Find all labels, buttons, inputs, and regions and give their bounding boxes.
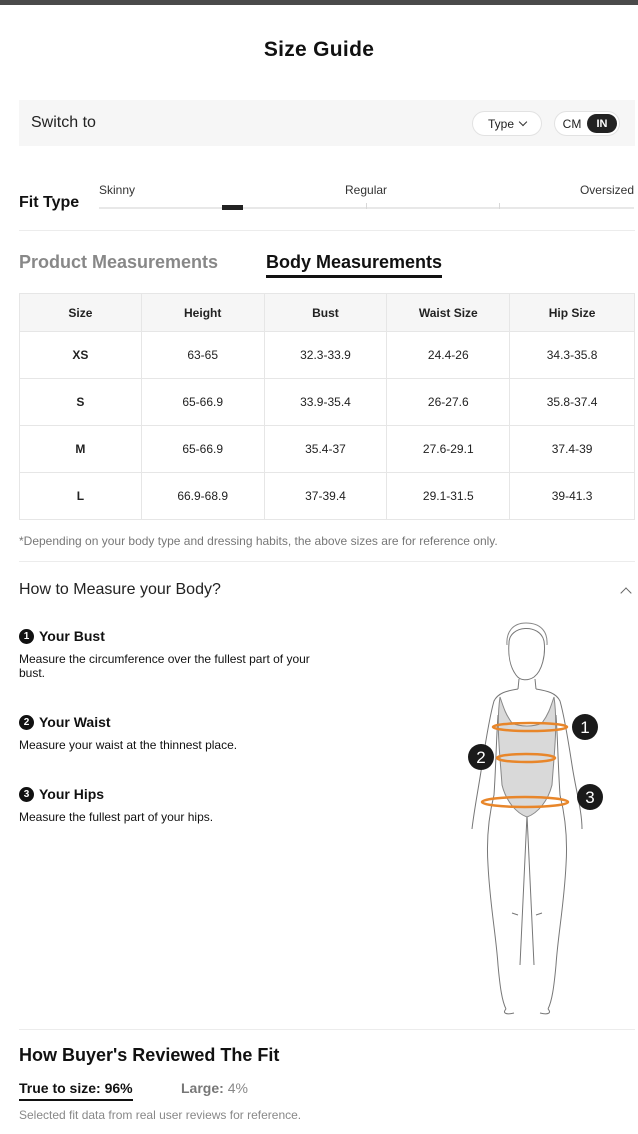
type-dropdown[interactable] [472, 111, 542, 136]
true-to-size-label: True to size: [19, 1080, 101, 1096]
table-cell: S [20, 379, 142, 426]
fit-scale-skinny: Skinny [99, 183, 136, 197]
active-tab-underline [266, 275, 442, 278]
table-cell: 33.9-35.4 [264, 379, 387, 426]
step-bust [19, 628, 339, 680]
column-header-height: Height [141, 294, 264, 332]
divider [19, 1029, 635, 1030]
table-cell: 27.6-29.1 [387, 426, 510, 473]
step-title: Your Hips [39, 786, 105, 802]
step-number-badge: 3 [19, 787, 34, 802]
table-row [20, 473, 635, 520]
table-cell: 37-39.4 [264, 473, 387, 520]
marker-bust [572, 714, 598, 740]
table-cell: 32.3-33.9 [264, 332, 387, 379]
step-title: Your Waist [39, 714, 111, 730]
table-cell: 65-66.9 [141, 379, 264, 426]
true-to-size-value: 96% [104, 1080, 133, 1096]
column-header-bust: Bust [264, 294, 387, 332]
step-description: Measure the fullest part of your hips. [19, 810, 214, 824]
fit-scale-marker [222, 205, 243, 210]
column-header-hip: Hip Size [510, 294, 635, 332]
body-outline [472, 623, 582, 1014]
fit-scale-regular: Regular [345, 183, 388, 197]
table-cell: 37.4-39 [510, 426, 635, 473]
step-number-badge: 1 [19, 629, 34, 644]
table-cell: 34.3-35.8 [510, 332, 635, 379]
large-value: 4% [227, 1080, 248, 1096]
table-row [20, 426, 635, 473]
true-to-size-tab[interactable] [19, 1080, 133, 1101]
size-table [19, 293, 635, 520]
table-cell: 26-27.6 [387, 379, 510, 426]
switch-label: Switch to [31, 114, 96, 131]
marker-hips [577, 784, 603, 810]
marker-waist [468, 744, 494, 770]
unit-in-option[interactable]: IN [587, 114, 617, 133]
table-header-row [20, 294, 635, 332]
column-header-size: Size [20, 294, 142, 332]
table-cell: 35.4-37 [264, 426, 387, 473]
divider [19, 561, 635, 562]
marker-bust-label: 1 [580, 718, 590, 737]
table-cell: 66.9-68.9 [141, 473, 264, 520]
large-tab[interactable] [181, 1080, 248, 1096]
fit-type-label: Fit Type [19, 194, 80, 211]
chevron-down-icon [519, 118, 527, 126]
table-cell: 39-41.3 [510, 473, 635, 520]
table-cell: 65-66.9 [141, 426, 264, 473]
type-dropdown-label: Type [487, 116, 514, 131]
step-number-badge: 2 [19, 715, 34, 730]
reference-note: *Depending on your body type and dressing habits, the above sizes are for reference only. [19, 534, 498, 548]
divider [19, 230, 635, 231]
fit-scale-tick [366, 203, 367, 209]
body-measurement-figure [462, 615, 612, 1025]
table-cell: 35.8-37.4 [510, 379, 635, 426]
table-cell: 24.4-26 [387, 332, 510, 379]
unit-switch-bar [19, 100, 635, 146]
table-row [20, 379, 635, 426]
table-cell: M [20, 426, 142, 473]
step-description: Measure your waist at the thinnest place. [19, 738, 238, 752]
step-title: Your Bust [39, 628, 105, 644]
step-hips [19, 786, 339, 824]
fit-scale-oversized: Oversized [579, 183, 634, 197]
table-cell: L [20, 473, 142, 520]
step-heading [19, 628, 339, 644]
how-to-measure-title[interactable]: How to Measure your Body? [19, 581, 221, 598]
marker-waist-label: 2 [476, 748, 486, 767]
column-header-waist: Waist Size [387, 294, 510, 332]
top-border [0, 0, 638, 5]
page-title: Size Guide [263, 38, 375, 61]
step-heading [19, 786, 339, 802]
table-cell: XS [20, 332, 142, 379]
step-heading [19, 714, 339, 730]
step-waist [19, 714, 339, 752]
review-note: Selected fit data from real user reviews for reference. [19, 1108, 302, 1122]
tab-product-measurements[interactable]: Product Measurements [19, 252, 219, 272]
large-label: Large: [181, 1080, 224, 1096]
step-description: Measure the circumference over the fullest part of your bust. [19, 652, 310, 680]
tab-body-measurements[interactable]: Body Measurements [266, 252, 443, 272]
marker-hips-label: 3 [585, 788, 595, 807]
review-title: How Buyer's Reviewed The Fit [19, 1045, 280, 1065]
fit-scale-tick [499, 203, 500, 209]
unit-cm-option[interactable]: CM [562, 116, 582, 131]
chevron-up-icon[interactable] [620, 587, 631, 598]
table-row [20, 332, 635, 379]
unit-toggle[interactable] [554, 111, 620, 136]
table-cell: 29.1-31.5 [387, 473, 510, 520]
bodysuit-shape [498, 697, 555, 817]
table-cell: 63-65 [141, 332, 264, 379]
